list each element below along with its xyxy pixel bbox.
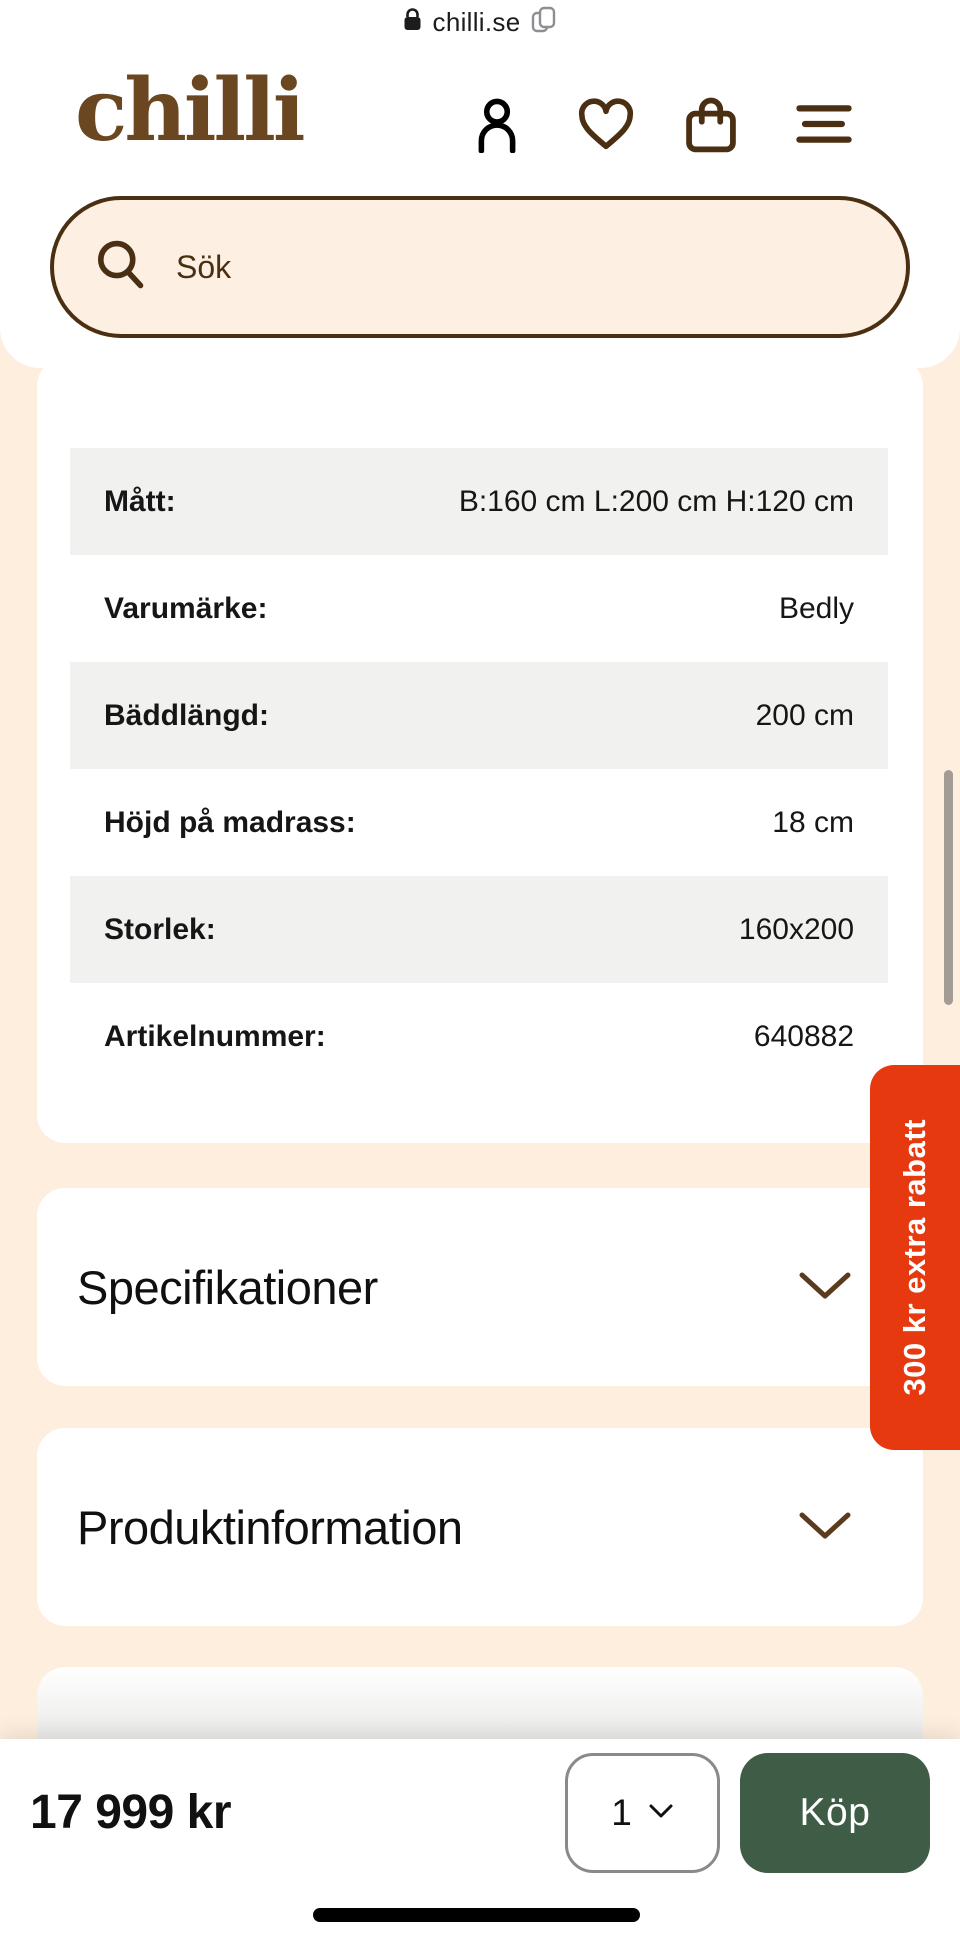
- chevron-down-icon: [648, 1803, 674, 1824]
- spec-label: Höjd på madrass:: [104, 805, 356, 839]
- spec-label: Varumärke:: [104, 591, 268, 625]
- spec-value: B:160 cm L:200 cm H:120 cm: [458, 484, 854, 518]
- search-input[interactable]: [174, 248, 866, 287]
- spec-label: Bäddlängd:: [104, 698, 269, 732]
- spec-label: Storlek:: [104, 912, 216, 946]
- next-section-card-partial: [37, 1667, 923, 1747]
- spec-label: Mått:: [104, 484, 176, 518]
- spec-value: 200 cm: [755, 698, 854, 732]
- lock-icon: [402, 7, 423, 38]
- promo-badge[interactable]: [870, 1065, 960, 1450]
- spec-value: 640882: [753, 1019, 854, 1053]
- spec-value: 160x200: [738, 912, 854, 946]
- cart-icon[interactable]: [682, 94, 740, 154]
- product-price: 17 999 kr: [30, 1786, 232, 1839]
- buy-button[interactable]: [740, 1753, 930, 1873]
- site-logo[interactable]: chilli: [75, 60, 303, 161]
- spec-row-artikelnummer: [70, 983, 888, 1090]
- scrollbar-thumb[interactable]: [944, 770, 953, 1005]
- spec-row-matt: [70, 448, 888, 555]
- buy-button-label: Köp: [799, 1791, 871, 1834]
- browser-address-bar[interactable]: [0, 0, 960, 44]
- promo-badge-label: 300 kr extra rabatt: [897, 1119, 932, 1396]
- search-icon: [94, 238, 146, 297]
- spec-label: Artikelnummer:: [104, 1019, 326, 1053]
- tabs-icon[interactable]: [530, 5, 558, 40]
- purchase-bar: [0, 1739, 960, 1945]
- spec-row-storlek: [70, 876, 888, 983]
- home-indicator: [313, 1908, 640, 1922]
- spec-row-baddlangd: [70, 662, 888, 769]
- spec-value: Bedly: [778, 591, 854, 625]
- header-sheet: [0, 0, 960, 368]
- wishlist-icon[interactable]: [577, 94, 635, 154]
- quantity-value: 1: [611, 1792, 632, 1833]
- quantity-select[interactable]: [565, 1753, 720, 1873]
- product-specs-card: [37, 358, 923, 1143]
- account-icon[interactable]: [468, 94, 526, 154]
- browser-url[interactable]: chilli.se: [432, 6, 521, 37]
- accordion-title: Specifikationer: [77, 1260, 378, 1314]
- chevron-down-icon: [797, 1509, 853, 1546]
- menu-icon[interactable]: [795, 94, 853, 154]
- chevron-down-icon: [797, 1269, 853, 1306]
- accordion-specifikationer[interactable]: [37, 1188, 923, 1386]
- spec-value: 18 cm: [772, 805, 854, 839]
- accordion-title: Produktinformation: [77, 1500, 463, 1554]
- spec-row-varumarke: [70, 555, 888, 662]
- accordion-produktinformation[interactable]: [37, 1428, 923, 1626]
- search-bar[interactable]: [50, 196, 910, 338]
- spec-row-hojd: [70, 769, 888, 876]
